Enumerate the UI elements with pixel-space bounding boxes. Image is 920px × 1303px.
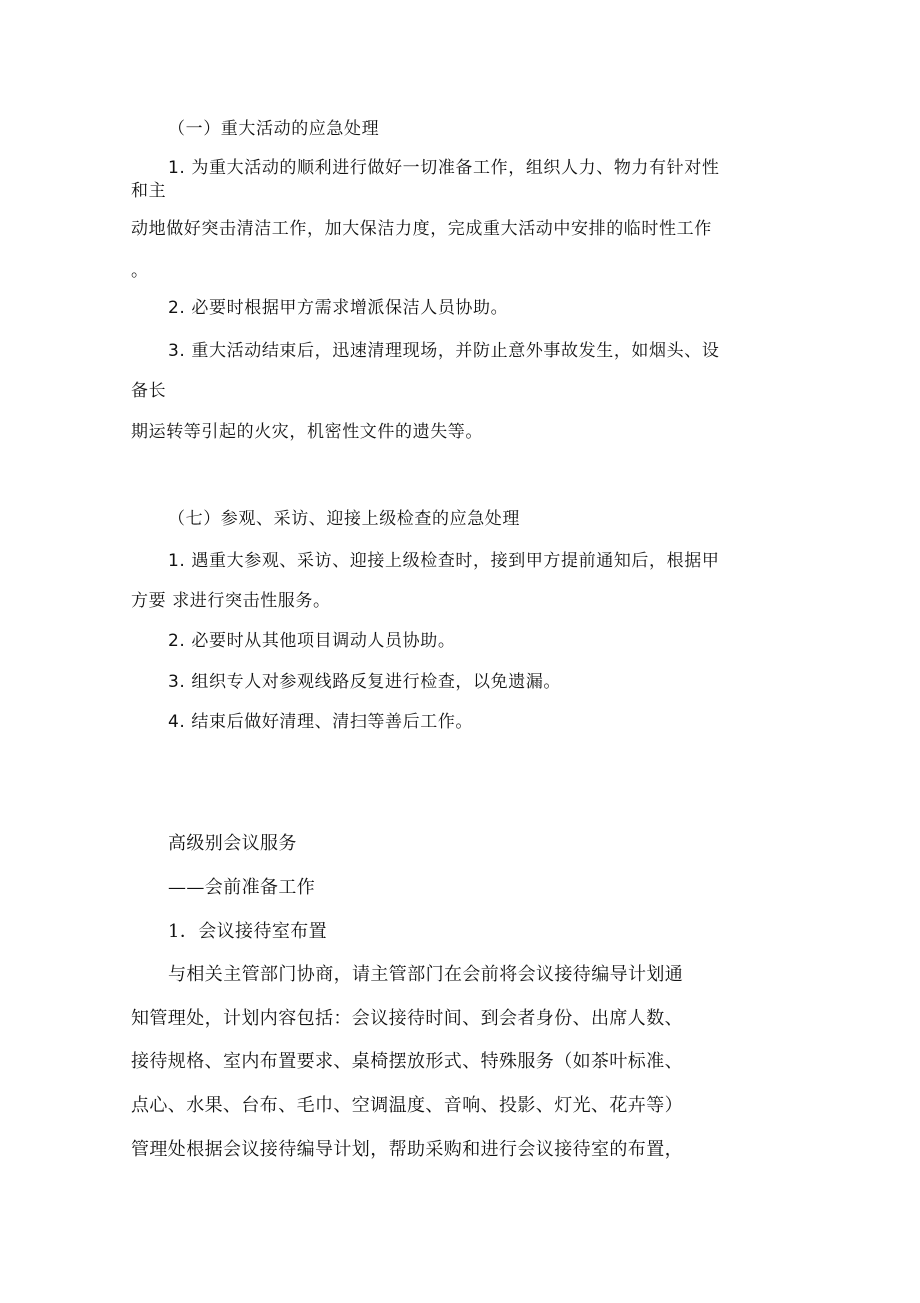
section3-line-2: 知管理处，计划内容包括：会议接待时间、到会者身份、出席人数、 [131, 1008, 683, 1029]
section2-line-1: 1. 遇重大参观、采访、迎接上级检查时，接到甲方提前通知后，根据甲 [168, 551, 720, 571]
section1-line-3: 动地做好突击清洁工作，加大保洁力度，完成重大活动中安排的临时性工作 [131, 219, 712, 239]
section3-line-5: 管理处根据会议接待编导计划，帮助采购和进行会议接待室的布置， [131, 1139, 683, 1160]
section2-line-4: 3. 组织专人对参观线路反复进行检查，以免遗漏。 [168, 672, 562, 692]
section3-line-3: 接待规格、室内布置要求、桌椅摆放形式、特殊服务（如茶叶标准、 [131, 1051, 683, 1072]
section1-line-8: 期运转等引起的火灾，机密性文件的遗失等。 [131, 422, 483, 442]
section2-line-2: 方要 求进行突击性服务。 [131, 591, 331, 611]
section3-title: 高级别会议服务 [168, 833, 297, 854]
section3-line-4: 点心、水果、台布、毛巾、空调温度、音响、投影、灯光、花卉等） [131, 1095, 683, 1116]
section1-heading: （一）重大活动的应急处理 [168, 119, 380, 139]
section1-line-5: 2. 必要时根据甲方需求增派保洁人员协助。 [168, 298, 509, 318]
section1-line-7: 备长 [131, 381, 167, 401]
section2-line-3: 2. 必要时从其他项目调动人员协助。 [168, 631, 456, 651]
section3-subtitle: ——会前准备工作 [168, 877, 316, 898]
section2-heading: （七）参观、采访、迎接上级检查的应急处理 [168, 509, 520, 529]
section1-line-6: 3. 重大活动结束后，迅速清理现场，并防止意外事故发生，如烟头、设 [168, 341, 720, 361]
section3-item-heading: 1．会议接待室布置 [168, 921, 328, 942]
section3-line-1: 与相关主管部门协商，请主管部门在会前将会议接待编导计划通 [168, 964, 684, 985]
section1-line-4: 。 [131, 261, 149, 281]
section2-line-5: 4. 结束后做好清理、清扫等善后工作。 [168, 712, 474, 732]
section1-line-1: 1. 为重大活动的顺利进行做好一切准备工作，组织人力、物力有针对性 [168, 158, 720, 178]
section1-line-2: 和主 [131, 181, 167, 201]
